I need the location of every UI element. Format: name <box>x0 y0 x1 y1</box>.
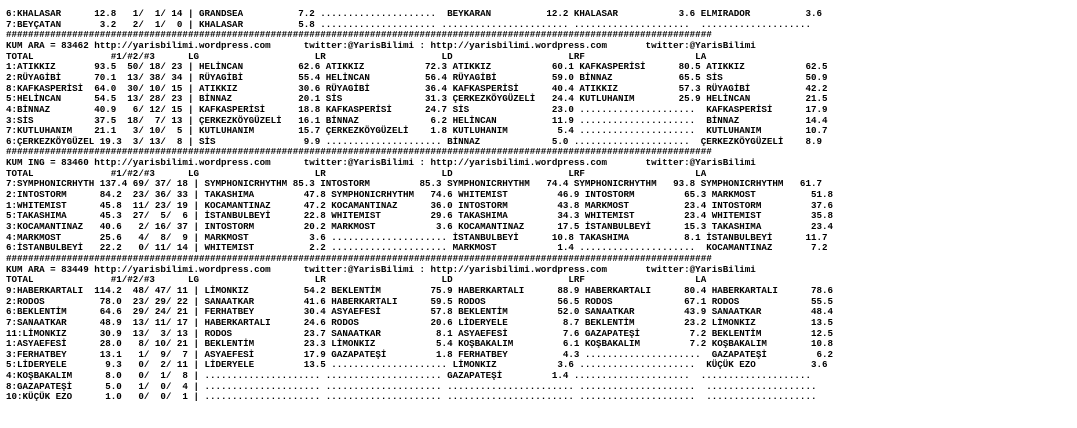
report-line: 6:BEKLENTİM 64.6 29/ 24/ 21 | FERHATBEY 30.4 ASYAEFESİ 57.8 BEKLENTİM 52.0 SANAATKAR 43.9 SANAATKAR 48.4 <box>6 306 834 318</box>
report-line: 11:LİMONKIZ 30.9 13/ 3/ 13 | RODOS 23.7 SANAATKAR 8.1 ASYAEFESİ 7.6 GAZAPATEŞİ 7.2 BEKLENTİM 12.5 <box>6 327 834 339</box>
report-line: 2:RODOS 78.0 23/ 29/ 22 | SANAATKAR 41.6 HABERKARTALI 59.5 RODOS 56.5 RODOS 67.1 RODOS 55.5 <box>6 295 834 307</box>
report-line: 8:KAFKASPERİSİ 64.0 30/ 10/ 15 | ATIKKIZ 30.6 RÜYAGİBİ 36.4 KAFKASPERİSİ 40.4 ATIKKIZ 57.3 RÜYAGİBİ 42.2 <box>6 82 828 94</box>
report-line: 1:WHITEMIST 45.8 11/ 23/ 19 | KOCAMANTINAZ 47.2 KOCAMANTINAZ 36.0 INTOSTORM 43.8 MARKMOST 23.4 INTOSTORM 37.6 <box>6 199 834 211</box>
report-line: 3:SİS 37.5 18/ 7/ 13 | ÇERKEZKÖYGÜZELİ 16.1 BİNNAZ 6.2 HELİNCAN 11.9 ..................... BİNNAZ 14.4 <box>6 114 828 126</box>
report-line: KUM ARA = 83449 http://yarisbilimi.wordpress.com twitter:@YarisBilimi : http://yarisbilimi.wordpress.com twitter:@YarisBilimi <box>6 263 756 275</box>
report-line: ################################################################################################################################ <box>6 252 712 264</box>
report-line: TOTAL #1/#2/#3 LG LR LD LRF LA <box>6 167 707 179</box>
report-line: 4:KOŞBAKALIM 8.0 0/ 1/ 8 | ..................... ..................... GAZAPATEŞİ 1.4 ..................... .................... <box>6 370 811 382</box>
report-line: KUM ING = 83460 http://yarisbilimi.wordpress.com twitter:@YarisBilimi : http://yarisbilimi.wordpress.com twitter:@YarisBilimi <box>6 157 756 169</box>
report-line: 4:MARKMOST 25.6 4/ 8/ 9 | MARKMOST 3.6 ..................... İSTANBULBEYİ 10.8 TAKASHIMA 8.1 İSTANBULBEYİ 11.7 <box>6 231 828 243</box>
report-line: 1:ASYAEFESİ 28.0 8/ 10/ 21 | BEKLENTİM 23.3 LİMONKIZ 5.4 KOŞBAKALIM 6.1 KOŞBAKALIM 7.2 KOŞBAKALIM 10.8 <box>6 338 834 350</box>
report-line: 10:KÜÇÜK EZO 1.0 0/ 0/ 1 | ..................... ..................... ....................... ..................... .................... <box>6 391 817 403</box>
report-line: 3:FERHATBEY 13.1 1/ 9/ 7 | ASYAEFESİ 17.9 GAZAPATEŞİ 1.8 FERHATBEY 4.3 ..................... GAZAPATEŞİ 6.2 <box>6 348 834 360</box>
report-line: 5:HELİNCAN 54.5 13/ 28/ 23 | BİNNAZ 20.1 SİS 31.3 ÇERKEZKÖYGÜZELİ 24.4 KUTLUHANIM 25.9 HELİNCAN 21.5 <box>6 93 828 105</box>
report-line: ################################################################################################################################ <box>6 29 712 41</box>
report-line: 3:KOCAMANTINAZ 40.6 2/ 16/ 37 | INTOSTORM 20.2 MARKMOST 3.6 KOCAMANTINAZ 17.5 İSTANBULBEYİ 15.3 TAKASHIMA 23.4 <box>6 221 834 232</box>
report-line: 6:ÇERKEZKÖYGÜZEL 19.3 3/ 13/ 8 | SİS 9.9 ..................... BİNNAZ 5.0 ..................... ÇERKEZKÖYGÜZELİ 8.9 <box>6 135 822 147</box>
report-line: 7:SYMPHONICRHYTH 137.4 69/ 37/ 18 | SYMPHONICRHYTHM 85.3 INTOSTORM 85.3 SYMPHONICRHYTHM 74.4 SYMPHONICRHYTHM 93.8 SYMPHONICRHYTHM 61.7 <box>6 178 822 190</box>
report-line: 5:TAKASHIMA 45.3 27/ 5/ 6 | İSTANBULBEYİ 22.8 WHITEMIST 29.6 TAKASHIMA 34.3 WHITEMIST 23.4 WHITEMIST 35.8 <box>6 210 834 222</box>
report-line: 6:İSTANBULBEYİ 22.2 0/ 11/ 14 | WHITEMIST 2.2 ..................... MARKMOST 1.4 ..................... KOCAMANTINAZ 7.2 <box>6 242 828 254</box>
report-line: 9:HABERKARTALI 114.2 48/ 47/ 11 | LİMONKIZ 54.2 BEKLENTİM 75.9 HABERKARTALI 88.9 HABERKARTALI 80.4 HABERKARTALI 78.6 <box>6 284 834 296</box>
report-line: 8:GAZAPATEŞİ 5.0 1/ 0/ 4 | ..................... ..................... ....................... ..................... .................... <box>6 380 817 392</box>
report-line: TOTAL #1/#2/#3 LG LR LD LRF LA <box>6 274 707 286</box>
report-line: 2:RÜYAGİBİ 70.1 13/ 38/ 34 | RÜYAGİBİ 55.4 HELİNCAN 56.4 RÜYAGİBİ 59.0 BİNNAZ 65.5 SİS 50.9 <box>6 71 828 83</box>
report-line: KUM ARA = 83462 http://yarisbilimi.wordpress.com twitter:@YarisBilimi : http://yarisbilimi.wordpress.com twitter:@YarisBilimi <box>6 39 756 51</box>
report-line: 5:LİDERYELE 9.3 0/ 2/ 11 | LİDERYELE 13.5 ..................... LİMONKIZ 3.6 ..................... KÜÇÜK EZO 3.6 <box>6 359 828 371</box>
report-line: 6:KHALASAR 12.8 1/ 1/ 14 | GRANDSEA 7.2 ..................... BEYKARAN 12.2 KHALASAR 3.6 ELMIRADOR 3.6 <box>6 8 822 19</box>
report-line: 7:KUTLUHANIM 21.1 3/ 10/ 5 | KUTLUHANIM 15.7 ÇERKEZKÖYGÜZELİ 1.8 KUTLUHANIM 5.4 ..................... KUTLUHANIM 10.7 <box>6 125 828 137</box>
report-line: TOTAL #1/#2/#3 LG LR LD LRF LA <box>6 50 707 62</box>
report-line: 2:INTOSTORM 84.2 23/ 36/ 33 | TAKASHIMA 47.8 SYMPHONICRHYTHM 74.6 WHITEMIST 46.9 INTOSTORM 65.3 MARKMOST 51.8 <box>6 189 834 201</box>
report-line: 7:BEYÇATAN 3.2 2/ 1/ 0 | KHALASAR 5.8 ..................... ....................... ..................... .................... <box>6 18 811 30</box>
report-line: 1:ATIKKIZ 93.5 50/ 18/ 23 | HELİNCAN 62.6 ATIKKIZ 72.3 ATIKKIZ 60.1 KAFKASPERİSİ 80.5 ATIKKIZ 62.5 <box>6 61 828 73</box>
report-line: 7:SANAATKAR 48.9 13/ 11/ 17 | HABERKARTALI 24.6 RODOS 20.6 LİDERYELE 8.7 BEKLENTİM 23.2 LİMONKIZ 13.5 <box>6 316 834 328</box>
report-line: ################################################################################################################################ <box>6 146 712 158</box>
report-line: 4:BİNNAZ 40.9 6/ 12/ 15 | KAFKASPERİSİ 18.8 KAFKASPERİSİ 24.7 SİS 23.0 ..................... KAFKASPERİSİ 17.9 <box>6 103 828 115</box>
